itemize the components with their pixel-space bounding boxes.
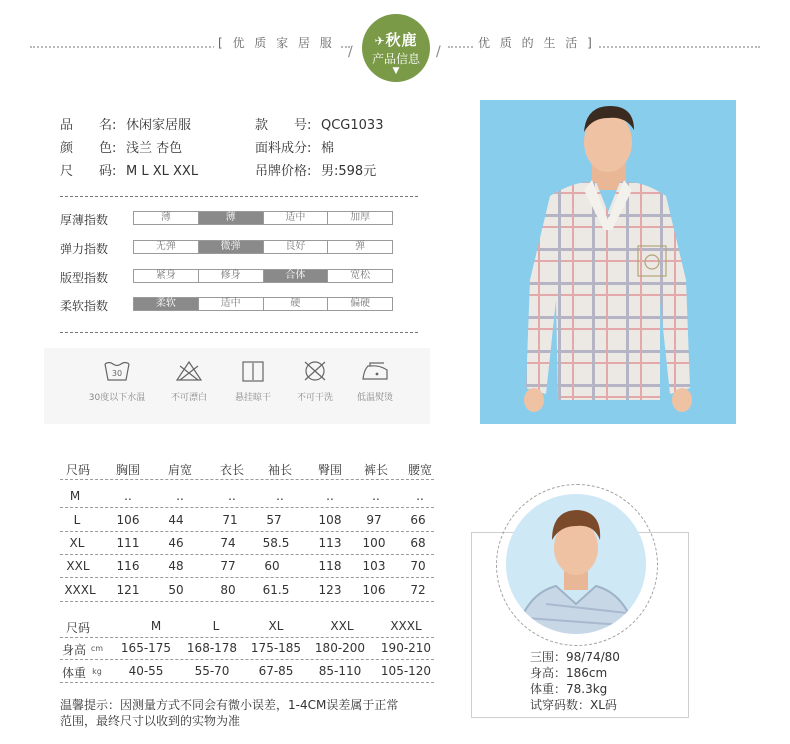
info-price-value: 男:598元 [321,164,377,179]
table-cell: 71 [222,513,238,527]
index-cell: 宽松 [350,270,371,281]
tip-note-line2: 范围，最终尺寸以收到的实物为准 [60,714,241,728]
table-cell: 60 [264,559,280,573]
table-row [60,556,434,578]
model-portrait [506,494,646,634]
table-cell: 106 [116,513,140,527]
table-header-cell: XXXL [390,619,422,633]
table-header-cell: 尺码 [65,463,90,477]
model-measurements: 三围：98/74/80 [530,650,620,664]
table-header-cell: 腰宽 [407,463,432,477]
svg-text:30: 30 [111,369,123,378]
badge-arrow-icon: ▼ [392,66,400,76]
table-cell: 67-85 [258,664,294,678]
index-cell: 良好 [264,241,329,253]
table-cell: .. [176,489,184,503]
table-cell: 106 [362,583,386,597]
brand-logo-icon: ✈ [374,34,386,48]
index-label: 弹力指数 [60,242,109,256]
index-cell: 加厚 [350,212,371,223]
table-cell: 168-178 [186,641,238,655]
table-cell: 80 [220,583,236,597]
table-cell-unit: cm [90,644,104,653]
index-cell-selected: 柔软 [134,298,199,310]
info-style [255,114,383,133]
hang-dry-icon [239,360,267,382]
table-cell: 50 [168,583,184,597]
care-label: 低温熨烫 [356,393,393,403]
index-bar [133,240,393,254]
table-cell: 体重 [61,666,86,680]
divider [60,196,418,197]
table-cell: 180-200 [314,641,366,655]
header-slash-left: / [348,44,353,60]
info-color-key: 颜 色: [60,141,117,156]
care-item [220,360,286,403]
table-header-cell: 臀围 [317,463,342,477]
table-cell: 身高 [61,643,86,657]
model-weight: 体重：78.3kg [530,682,608,696]
index-bar [133,269,393,283]
info-color-value: 浅兰 杏色 [126,141,183,156]
index-cell: 弹 [355,241,366,252]
no-bleach-icon [175,360,203,382]
info-size [60,160,198,179]
model-pajama-illustration [480,100,736,424]
table-header-cell: 胸围 [115,463,140,477]
info-name [60,114,191,133]
care-label: 悬挂晾干 [234,393,271,403]
table-cell: .. [372,489,380,503]
table-cell: 103 [362,559,386,573]
table-header-cell: 肩宽 [167,463,192,477]
table-header-cell: 裤长 [363,463,388,477]
badge-brand: ✈秋鹿 [374,31,418,49]
table-cell: 116 [116,559,140,573]
table-cell: 77 [220,559,236,573]
table-cell: 165-175 [120,641,172,655]
table-row [60,580,434,602]
info-size-value: M L XL XXL [126,164,199,179]
care-item [156,360,222,403]
care-item [282,360,348,403]
table-cell: 57 [266,513,282,527]
header-right-text: 优 质 的 生 活 ] [474,34,599,51]
info-name-key: 品 名: [60,118,117,133]
table-cell: 55-70 [194,664,230,678]
no-dryclean-icon [301,360,329,382]
table-cell: XXL [66,559,90,573]
index-cell-selected: 薄 [199,212,264,224]
table-cell: .. [276,489,284,503]
care-item [342,360,408,403]
table-cell: 108 [318,513,342,527]
table-cell: L [73,513,81,527]
table-cell: 111 [116,536,140,550]
table-cell: 175-185 [250,641,302,655]
table-row [60,510,434,532]
table-cell: 118 [318,559,342,573]
table-cell: 105-120 [380,664,432,678]
table-cell: 48 [168,559,184,573]
table-cell: 44 [168,513,184,527]
index-cell: 薄 [134,212,199,224]
index-cell: 偏硬 [350,298,371,309]
index-label: 厚薄指数 [60,213,109,227]
index-cell: 适中 [199,298,264,310]
table-header-cell: XXL [330,619,354,633]
index-bar [133,211,393,225]
table-header-cell: M [150,619,162,633]
info-price [255,160,376,179]
table-cell: .. [228,489,236,503]
table-cell: 70 [410,559,426,573]
table-cell: 113 [318,536,342,550]
index-label: 柔软指数 [60,299,109,313]
info-size-key: 尺 码: [60,164,117,179]
table-cell: 97 [366,513,382,527]
care-instructions [44,348,430,424]
table-cell: 61.5 [262,583,290,597]
product-info-badge [362,14,430,82]
table-cell: 74 [220,536,236,550]
table-cell: 85-110 [318,664,362,678]
table-cell: 100 [362,536,386,550]
index-cell: 适中 [264,212,329,224]
table-cell: 46 [168,536,184,550]
table-cell: .. [124,489,132,503]
table-header-cell: 尺码 [65,621,90,635]
header-left-text: [ 优 质 家 居 服 [214,34,339,51]
info-style-value: QCG1033 [321,118,384,133]
info-style-key: 款 号: [255,118,312,133]
index-cell-selected: 微弹 [199,241,264,253]
table-cell: XXXL [64,583,96,597]
model-height: 身高：186cm [530,666,608,680]
index-cell: 紧身 [134,270,199,282]
index-bar [133,297,393,311]
index-cell: 硬 [264,298,329,310]
divider [60,332,418,333]
table-cell: 58.5 [262,536,290,550]
index-cell-selected: 合体 [264,270,329,282]
table-row [60,533,434,555]
table-row [60,486,434,508]
care-label: 不可干洗 [296,393,333,403]
fit-table-row [60,661,434,683]
table-cell: .. [326,489,334,503]
table-header-cell: XL [268,619,284,633]
fit-table-row [60,638,434,660]
care-label: 不可漂白 [170,393,207,403]
wash-30-icon [103,360,131,382]
index-label: 版型指数 [60,271,109,285]
table-header-cell: 袖长 [267,463,292,477]
table-cell: 121 [116,583,140,597]
table-cell: 66 [410,513,426,527]
badge-subtitle: 产品信息 [371,52,420,66]
info-name-value: 休闲家居服 [126,118,192,133]
info-fabric-value: 棉 [321,141,335,156]
table-header-cell: L [212,619,220,633]
table-cell: 68 [410,536,426,550]
table-header-row [60,458,434,480]
table-cell: M [69,489,81,503]
info-price-key: 吊牌价格: [255,164,312,179]
info-fabric [255,137,334,156]
tip-note-line1: 温馨提示：因测量方式不同会有微小误差，1-4CM误差属于正常 [60,698,399,712]
model-portrait-illustration [506,494,646,634]
index-cell: 修身 [199,270,264,282]
table-cell: 190-210 [380,641,432,655]
care-item [84,360,150,403]
table-cell: XL [69,536,85,550]
table-cell: 123 [318,583,342,597]
header-slash-right: / [436,44,441,60]
fit-table-header-row [60,616,434,638]
table-header-cell: 衣长 [219,463,244,477]
index-cell: 无弹 [134,241,199,253]
table-cell: .. [416,489,424,503]
info-color [60,137,182,156]
info-fabric-key: 面料成分: [255,141,312,156]
table-cell: 72 [410,583,426,597]
low-iron-icon [360,360,390,382]
product-photo [480,100,736,424]
table-cell: 40-55 [128,664,164,678]
care-label: 30度以下水温 [88,393,146,403]
model-trial-size: 试穿码数：XL码 [530,698,617,712]
table-cell-unit: kg [92,667,102,676]
